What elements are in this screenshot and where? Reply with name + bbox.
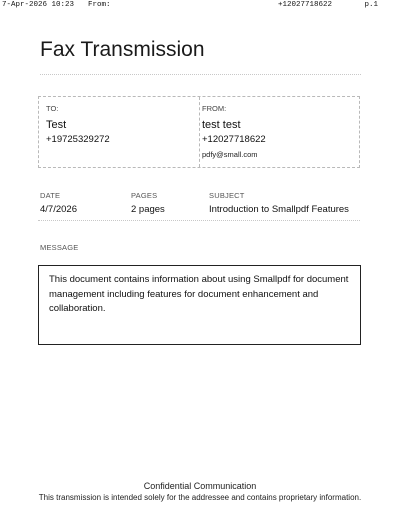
fax-header-page: p.1 (364, 1, 378, 9)
from-phone: +12027718622 (202, 134, 266, 145)
message-text: This document contains information about using Smallpdf for document management including features for document enhancement and collaboration. (49, 274, 349, 314)
fax-header-number: +12027718622 (278, 1, 333, 9)
date-label: DATE (40, 191, 61, 200)
pages-label: PAGES (131, 191, 158, 200)
to-name: Test (46, 119, 67, 131)
subject-label: SUBJECT (209, 191, 245, 200)
to-phone: +19725329272 (46, 134, 110, 145)
to-label: TO: (46, 104, 59, 113)
from-name: test test (202, 119, 241, 131)
fax-header-datetime: 7-Apr-2026 10:23 (2, 1, 75, 9)
from-email: pdfy@small.com (202, 150, 258, 159)
date-value: 4/7/2026 (40, 204, 77, 215)
pages-value: 2 pages (131, 204, 165, 215)
fax-header-line (0, 0, 400, 12)
recipient-sender-box (38, 96, 360, 168)
message-box (38, 265, 361, 345)
footer-note: This transmission is intended solely for the addressee and contains proprietary information. (38, 493, 362, 502)
meta-divider (38, 220, 360, 221)
fax-header-from-label: From: (88, 1, 111, 9)
title-divider (40, 74, 361, 75)
page-title: Fax Transmission (40, 38, 205, 61)
party-divider (199, 97, 200, 167)
from-label: FROM: (202, 104, 227, 113)
subject-value: Introduction to Smallpdf Features (209, 204, 349, 215)
footer-title: Confidential Communication (143, 481, 257, 491)
message-label: MESSAGE (40, 243, 79, 252)
